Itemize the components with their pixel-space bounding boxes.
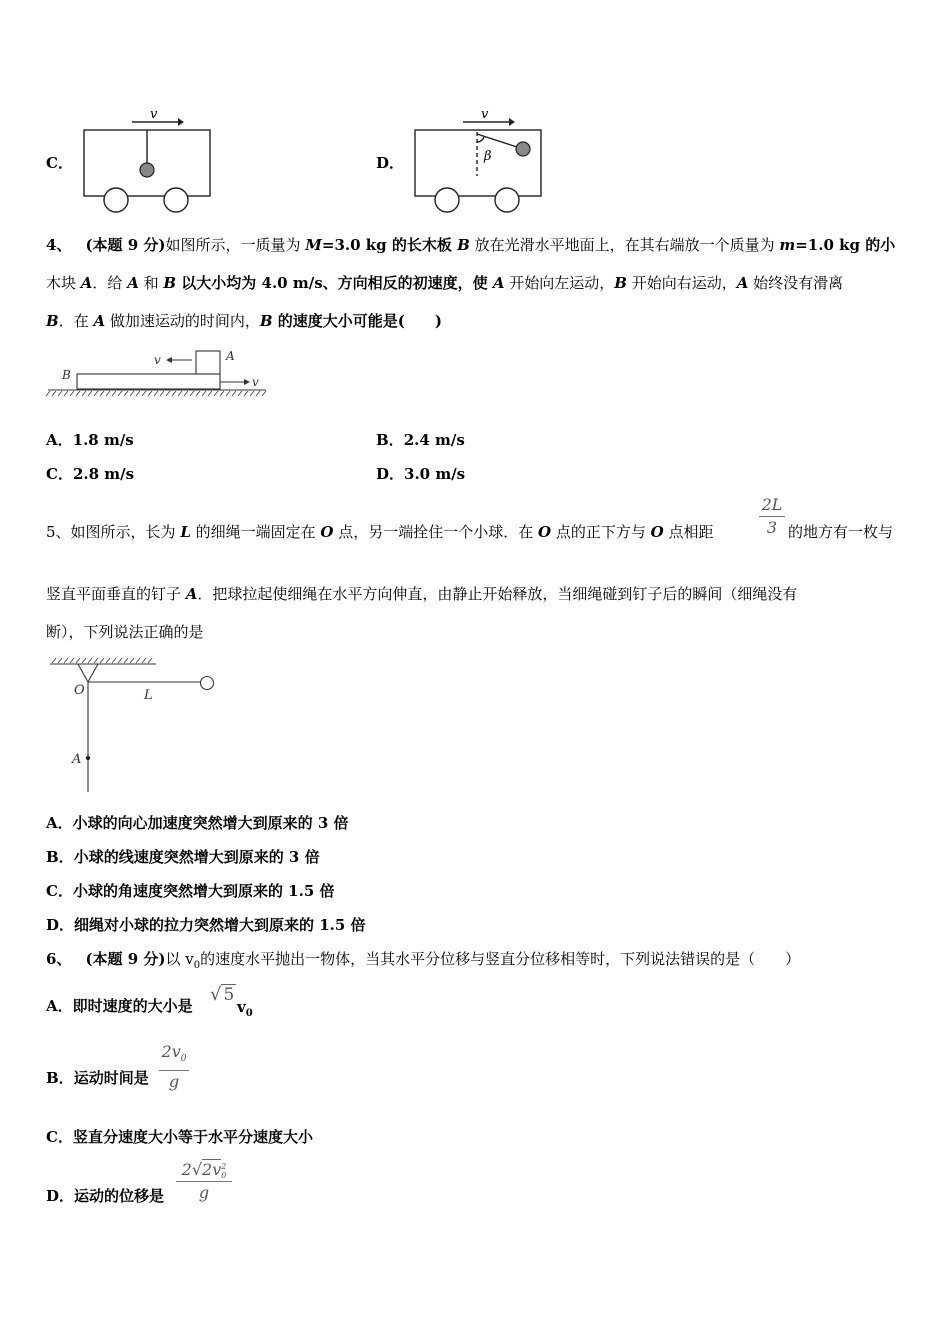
q3-d-velocity-label: v: [481, 107, 489, 122]
q4-figure-board-block: [44, 346, 269, 398]
q4-option-a[interactable]: A．1.8 m/s: [46, 431, 134, 449]
svg-text:v: v: [154, 353, 161, 367]
q3-option-c-label[interactable]: C．: [46, 154, 73, 172]
q4-number: 4、: [46, 236, 72, 254]
q4-stem-line-3: B．在 A 做加速运动的时间内，B 的速度大小可能是( ): [46, 312, 442, 330]
q6-option-d-fraction: 2√2v 2 0 g: [176, 1160, 232, 1203]
q3-option-d-label[interactable]: D．: [376, 154, 405, 172]
q6-option-a[interactable]: A．即时速度的大小是: [46, 997, 193, 1015]
svg-text:O: O: [74, 683, 85, 698]
q3-d-beta-label: β: [484, 149, 492, 164]
q4-option-c[interactable]: C．2.8 m/s: [46, 465, 135, 483]
q5-option-d[interactable]: D．细绳对小球的拉力突然增大到原来的 1.5 倍: [46, 916, 366, 934]
q5-fraction-2L-3: 2L 3: [759, 495, 785, 538]
q5-option-c[interactable]: C．小球的角速度突然增大到原来的 1.5 倍: [46, 882, 335, 900]
q5-stem-line-3: 断），下列说法正确的是: [46, 623, 204, 641]
q4-option-d[interactable]: D．3.0 m/s: [376, 465, 466, 483]
q4-option-b[interactable]: B．2.4 m/s: [376, 431, 465, 449]
q4-score: (本题 9 分): [85, 236, 166, 254]
q6-stem: 6、 (本题 9 分)以 $v_0$的速度水平抛出一物体，当其水平分位移与竖直分位移相等时，下列说法错误的是（ ）: [46, 950, 801, 971]
q6-option-c[interactable]: C．竖直分速度大小等于水平分速度大小: [46, 1128, 313, 1146]
svg-text:A: A: [226, 349, 235, 363]
q5-option-a[interactable]: A．小球的向心加速度突然增大到原来的 3 倍: [46, 814, 349, 832]
q6-option-a-v0: $v_0$: [237, 998, 253, 1019]
q5-stem-line-2: 竖直平面垂直的钉子 A．把球拉起使细绳在水平方向伸直，由静止开始释放，当细绳碰到钉子后的瞬间（细绳没有: [46, 585, 798, 603]
q5-figure-pendulum: [44, 654, 224, 796]
q5-stem-line-1: 5、如图所示，长为 L 的细绳一端固定在 O 点，另一端拴住一个小球．在 O 点的正下方与 O 点相距: [46, 523, 714, 541]
q6-score: (本题 9 分): [85, 950, 166, 968]
svg-text:L: L: [144, 688, 153, 703]
q3-c-velocity-label: v: [150, 107, 158, 122]
svg-text:v: v: [252, 375, 259, 389]
q5-option-b[interactable]: B．小球的线速度突然增大到原来的 3 倍: [46, 848, 320, 866]
q6-option-b-fraction: $2v_0$ g: [159, 1042, 189, 1092]
svg-text:A: A: [72, 752, 82, 767]
q6-option-b[interactable]: B．运动时间是: [46, 1069, 149, 1087]
q4-stem-line-2: 木块 A．给 A 和 B 以大小均为 4.0 m/s、方向相反的初速度，使 A 开始向左运动，B 开始向右运动，A 始终没有滑离: [46, 274, 844, 292]
svg-text:B: B: [62, 368, 71, 382]
q3-figure-d: [411, 104, 546, 216]
q4-stem-line-1: 4、 (本题 9 分)如图所示，一质量为 M=3.0 kg 的长木板 B 放在光滑水平地面上，在其右端放一个质量为 m=1.0 kg 的小: [46, 236, 896, 254]
q6-number: 6、: [46, 950, 72, 968]
q6-option-d[interactable]: D．运动的位移是: [46, 1187, 165, 1205]
q3-figure-c: [80, 104, 215, 216]
q5-stem-line-1-tail: 的地方有一枚与: [788, 523, 894, 541]
q6-option-a-sqrt: √ 5: [210, 984, 235, 1005]
